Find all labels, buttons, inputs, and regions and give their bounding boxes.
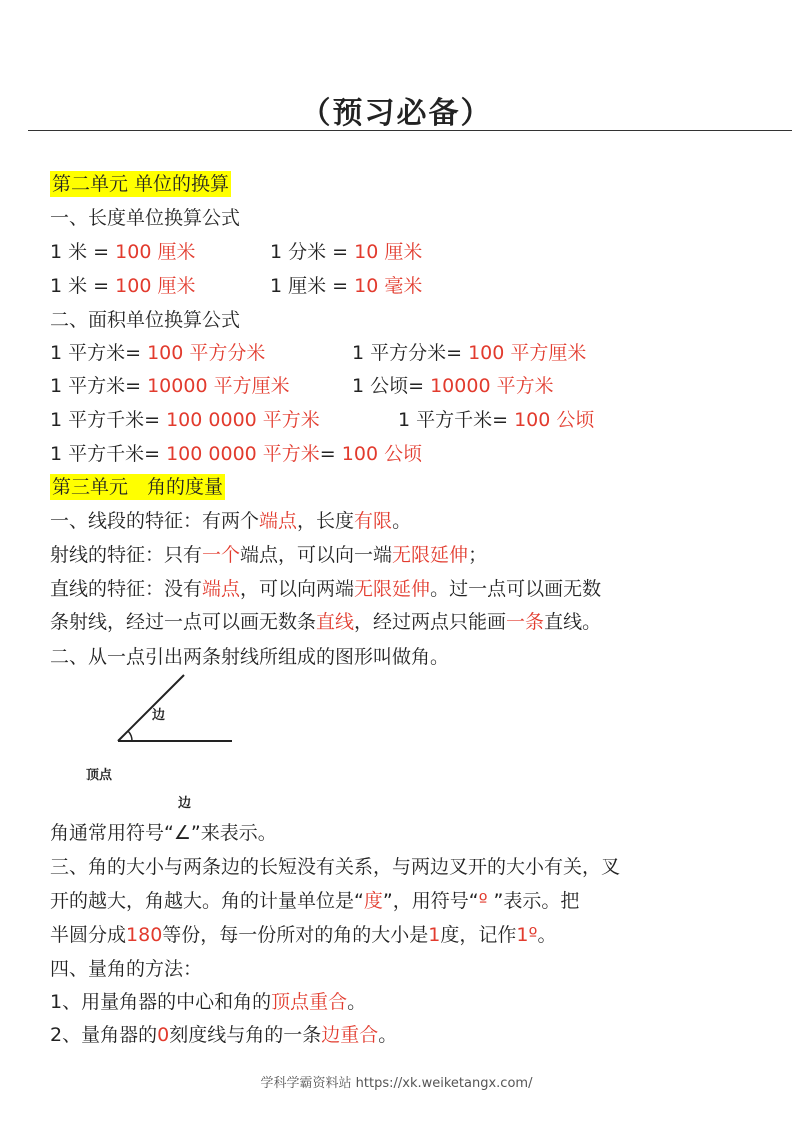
- footer-source: 学科学霸资料站 https://xk.weiketangx.com/: [260, 1076, 533, 1091]
- angle-symbol: 角通常用符号“∠”来表示。: [50, 822, 277, 844]
- length-row-2: 1 米 = 100 厘米 1 厘米 = 10 毫米: [50, 275, 423, 297]
- angle-arc: [128, 731, 132, 741]
- length-row-1: 1 米 = 100 厘米 1 分米 = 10 厘米: [50, 241, 423, 263]
- vertex-label: 顶点: [86, 768, 113, 783]
- line-feature-2: 条射线，经过一点可以画无数条直线，经过两点只能画一条直线。: [50, 611, 602, 633]
- segment-feature: 一、线段的特征：有两个端点，长度有限。: [50, 510, 412, 532]
- angle-size-2: 开的越大，角越大。角的计量单位是“度”，用符号“º ”表示。把: [50, 890, 580, 912]
- title-divider: [28, 130, 792, 131]
- edge-label-bottom: 边: [178, 796, 192, 811]
- area-row-3: 1 平方千米= 100 0000 平方米 1 平方千米= 100 公顷: [50, 409, 595, 431]
- measure-method-title: 四、量角的方法：: [50, 958, 203, 980]
- angle-size-1: 三、角的大小与两条边的长短没有关系，与两边叉开的大小有关，叉: [50, 856, 621, 878]
- page-title: （预习必备）: [300, 96, 493, 131]
- ray-feature: 射线的特征：只有一个端点，可以向一端无限延伸；: [50, 544, 488, 566]
- edge-label-top: 边: [152, 708, 166, 723]
- angle-figure: [80, 670, 280, 820]
- unit2-heading: 第二单元 单位的换算: [52, 173, 230, 195]
- angle-size-3: 半圆分成180等份，每一份所对的角的大小是1度，记作1º。: [50, 924, 557, 946]
- area-row-1: 1 平方米= 100 平方分米 1 平方分米= 100 平方厘米: [50, 342, 587, 364]
- measure-step-2: 2、量角器的0刻度线与角的一条边重合。: [50, 1024, 398, 1046]
- line-feature-1: 直线的特征：没有端点，可以向两端无限延伸。过一点可以画无数: [50, 578, 602, 600]
- unit3-heading: 第三单元 角的度量: [52, 476, 224, 498]
- length-title: 一、长度单位换算公式: [50, 207, 241, 229]
- area-title: 二、面积单位换算公式: [50, 309, 241, 331]
- area-row-2: 1 平方米= 10000 平方厘米 1 公顷= 10000 平方米: [50, 375, 554, 397]
- angle-definition: 二、从一点引出两条射线所组成的图形叫做角。: [50, 646, 450, 668]
- measure-step-1: 1、用量角器的中心和角的顶点重合。: [50, 991, 367, 1013]
- area-row-4: 1 平方千米= 100 0000 平方米= 100 公顷: [50, 443, 423, 465]
